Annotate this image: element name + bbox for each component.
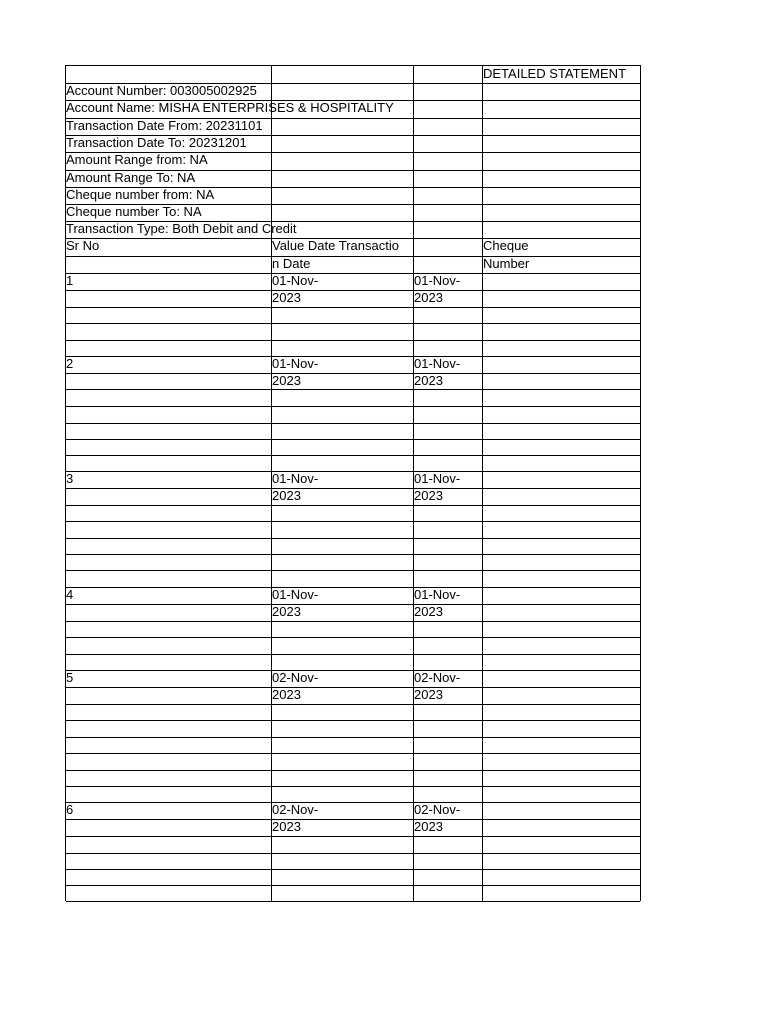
row-gridline <box>66 423 640 424</box>
row-gridline <box>66 471 640 472</box>
row-gridline <box>66 389 640 390</box>
row-gridline <box>66 704 640 705</box>
record-value-date: 01-Nov- <box>272 356 319 371</box>
record-transaction-date: 02-Nov- <box>414 802 461 817</box>
header-cheque-cont: Number <box>483 256 530 271</box>
row-gridline <box>66 340 640 341</box>
record-transaction-date-year: 2023 <box>414 373 443 388</box>
record-sr: 4 <box>66 587 74 602</box>
record-value-date: 01-Nov- <box>272 587 319 602</box>
row-gridline <box>66 819 640 820</box>
record-value-date: 02-Nov- <box>272 802 319 817</box>
row-gridline <box>66 687 640 688</box>
record-value-date-year: 2023 <box>272 819 301 834</box>
record-transaction-date: 01-Nov- <box>414 587 461 602</box>
column-gridline <box>482 66 483 901</box>
transaction-type: Transaction Type: Both Debit and Credit <box>66 221 297 236</box>
record-value-date-year: 2023 <box>272 488 301 503</box>
row-gridline <box>66 802 640 803</box>
row-gridline <box>66 273 640 274</box>
record-transaction-date: 01-Nov- <box>414 356 461 371</box>
row-gridline <box>66 356 640 357</box>
record-transaction-date-year: 2023 <box>414 819 443 834</box>
row-gridline <box>66 554 640 555</box>
account-name: Account Name: MISHA ENTERPRISES & HOSPITALITY <box>66 100 394 115</box>
record-sr: 1 <box>66 273 74 288</box>
account-number: Account Number: 003005002925 <box>66 83 257 98</box>
record-transaction-date: 01-Nov- <box>414 273 461 288</box>
record-value-date-year: 2023 <box>272 290 301 305</box>
record-transaction-date-year: 2023 <box>414 290 443 305</box>
cheque-number-to: Cheque number To: NA <box>66 204 202 219</box>
header-value-date-cont: n Date <box>272 256 311 271</box>
row-gridline <box>66 720 640 721</box>
row-gridline <box>66 505 640 506</box>
record-transaction-date: 01-Nov- <box>414 471 461 486</box>
transaction-date-from: Transaction Date From: 20231101 <box>66 118 263 133</box>
row-gridline <box>66 455 640 456</box>
row-gridline <box>66 521 640 522</box>
row-gridline <box>66 670 640 671</box>
row-gridline <box>66 786 640 787</box>
row-gridline <box>66 869 640 870</box>
row-gridline <box>66 323 640 324</box>
row-gridline <box>66 439 640 440</box>
row-gridline <box>66 406 640 407</box>
row-gridline <box>66 901 640 902</box>
amount-range-from: Amount Range from: NA <box>66 152 208 167</box>
row-gridline <box>66 637 640 638</box>
row-gridline <box>66 587 640 588</box>
amount-range-to: Amount Range To: NA <box>66 170 196 185</box>
row-gridline <box>66 373 640 374</box>
header-value-date: Value Date Transactio <box>272 238 399 253</box>
record-sr: 6 <box>66 802 74 817</box>
statement-title: DETAILED STATEMENT <box>483 66 627 81</box>
record-value-date: 01-Nov- <box>272 471 319 486</box>
row-gridline <box>66 604 640 605</box>
record-transaction-date-year: 2023 <box>414 687 443 702</box>
row-gridline <box>66 654 640 655</box>
record-sr: 5 <box>66 670 74 685</box>
row-gridline <box>66 836 640 837</box>
record-sr: 2 <box>66 356 74 371</box>
record-transaction-date-year: 2023 <box>414 488 443 503</box>
row-gridline <box>66 307 640 308</box>
row-gridline <box>66 853 640 854</box>
row-gridline <box>66 621 640 622</box>
header-cheque: Cheque <box>483 238 529 253</box>
transaction-date-to: Transaction Date To: 20231201 <box>66 135 247 150</box>
row-gridline <box>66 570 640 571</box>
row-gridline <box>66 256 640 257</box>
record-transaction-date: 02-Nov- <box>414 670 461 685</box>
record-value-date: 01-Nov- <box>272 273 319 288</box>
record-sr: 3 <box>66 471 74 486</box>
row-gridline <box>66 885 640 886</box>
row-gridline <box>66 538 640 539</box>
row-gridline <box>66 753 640 754</box>
record-value-date-year: 2023 <box>272 373 301 388</box>
row-gridline <box>66 488 640 489</box>
cheque-number-from: Cheque number from: NA <box>66 187 215 202</box>
record-value-date-year: 2023 <box>272 687 301 702</box>
row-gridline <box>66 290 640 291</box>
record-value-date-year: 2023 <box>272 604 301 619</box>
record-value-date: 02-Nov- <box>272 670 319 685</box>
header-sr-no: Sr No <box>66 238 100 253</box>
record-transaction-date-year: 2023 <box>414 604 443 619</box>
row-gridline <box>66 737 640 738</box>
row-gridline <box>66 770 640 771</box>
